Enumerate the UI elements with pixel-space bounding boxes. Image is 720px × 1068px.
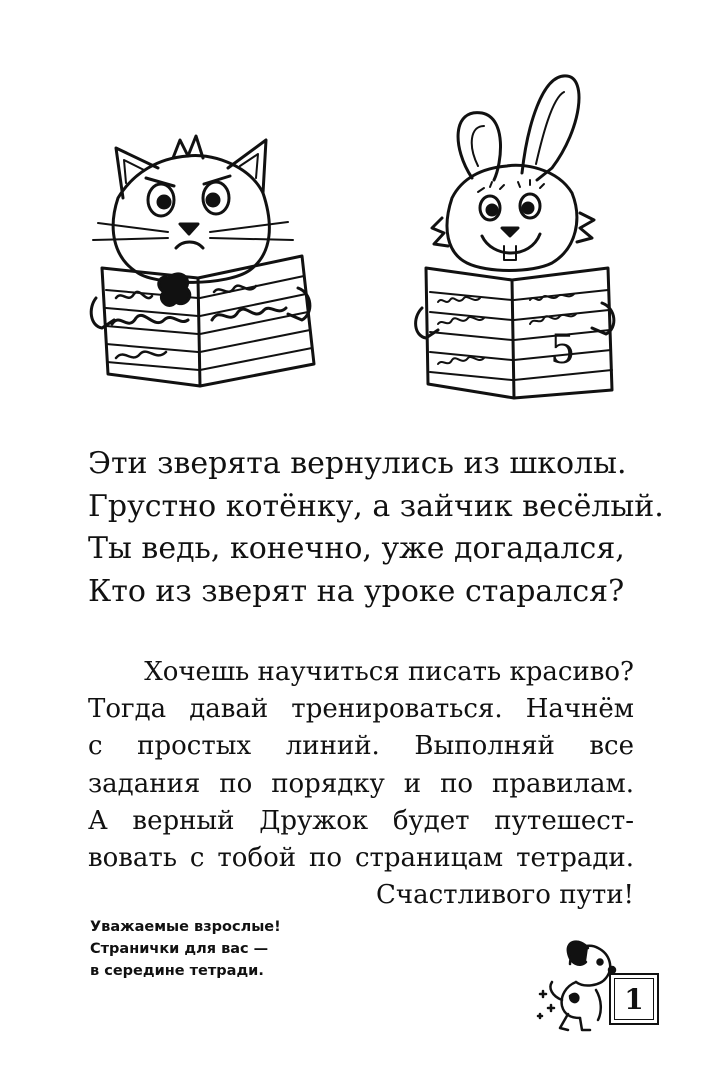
poem-line: Эти зверята вернулись из школы. <box>88 446 627 481</box>
note-line: Странички для вас — <box>90 941 269 957</box>
closing-line: Счастливого пути! <box>376 880 634 911</box>
poem-line: Грустно котёнку, а зайчик весёлый. <box>88 488 664 524</box>
happy-bunny-with-notebook-icon <box>412 68 622 410</box>
sad-cat-with-notebook-icon <box>88 128 328 400</box>
page-number: 1 <box>624 982 644 1016</box>
paragraph-line: вовать с тобой по страницам тетради. <box>88 843 634 874</box>
paragraph-line: Хочешь научиться писать красиво? <box>144 657 634 687</box>
paragraph-line: А верный Дружок будет путешест- <box>88 805 634 836</box>
grade-five: 5 <box>550 327 576 373</box>
poem <box>88 443 664 613</box>
note-line: в середине тетради. <box>90 963 264 979</box>
poem-line: Кто из зверят на уроке старался? <box>88 573 625 609</box>
note-line: Уважаемые взрослые! <box>90 919 281 935</box>
intro-paragraph <box>88 654 634 914</box>
note-for-adults <box>90 916 281 982</box>
paragraph-line: с простых линий. Выполняй все <box>88 731 634 762</box>
page-number-box <box>609 973 659 1025</box>
poem-line: Ты ведь, конечно, уже догадался, <box>88 531 625 567</box>
paragraph-line: задания по порядку и по правилам. <box>88 768 634 799</box>
paragraph-line: Тогда давай тренироваться. Начнём <box>88 694 634 725</box>
